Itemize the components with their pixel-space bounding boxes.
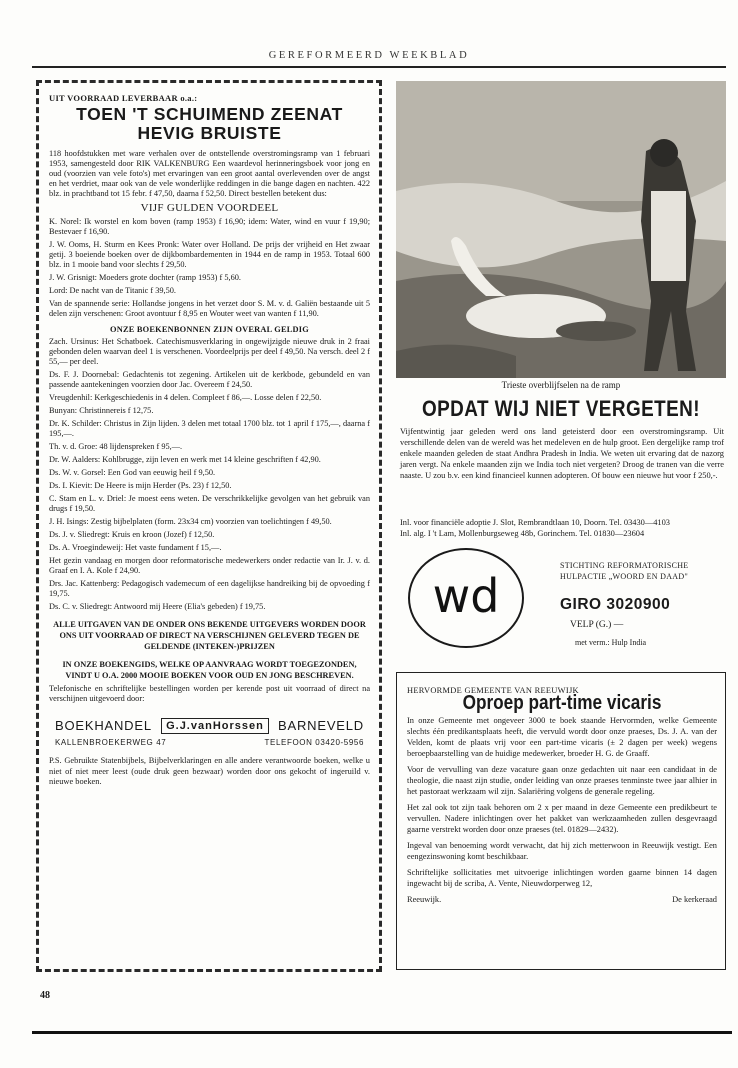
page-number: 48 [40, 990, 50, 1001]
shop-phone: TELEFOON 03420-5956 [264, 738, 364, 747]
stichting-name: STICHTING REFORMATORISCHE HULPACTIE „WOORD EN DAAD" [560, 561, 689, 581]
velp-note: met verm.: Hulp India [575, 638, 647, 647]
book-entry: Van de spannende serie: Hollandse jongens in het verzet door S. M. v. d. Galiën bestaande uit 5 delen zijn verschenen: Groot avontuur f 8,95 en Wouter weet van wanten f 11,90. [49, 299, 370, 318]
giro-number: GIRO 3020900 [560, 596, 671, 613]
voordeel-heading: VIJF GULDEN VOORDEEL [140, 202, 279, 214]
general-contact: Inl. alg. I 't Lam, Mollenburgseweg 48b, Gorinchem. Tel. 01830—23604 [400, 529, 645, 538]
book-entry: Ds. J. v. Sliedregt: Kruis en kroon (Jozef) f 12,50. [49, 530, 215, 539]
woord-en-daad-logo [408, 548, 524, 648]
order-notice: Telefonische en schriftelijke bestellingen worden per kerende post uit voorraad of direct na verschijnen uitgevoerd door: [49, 684, 370, 703]
book-entry: Bunyan: Christinnereis f 12,75. [49, 406, 154, 415]
ad-lead: UIT VOORRAAD LEVERBAAR o.a.: [49, 93, 198, 103]
adoption-contact: Inl. voor financiële adoptie J. Slot, Rembrandtlaan 10, Doorn. Tel. 03430—4103 [400, 518, 670, 527]
shop-town: BARNEVELD [278, 718, 364, 733]
vicaris-paragraph: Voor de vervulling van deze vacature gaan onze gedachten uit naar een candidaat in de theologie, die naast zijn studie, onder leiding van onze praeses tenminste twee jaar alhier in het pastoraat werkzaam wil zijn. Salariëring volgens de generale regeling. [407, 765, 717, 796]
vicaris-organisation: HERVORMDE GEMEENTE VAN REEUWIJK [407, 686, 579, 695]
wd-logo-mark [410, 550, 522, 646]
book-entry: J. W. Ooms, H. Sturm en Kees Pronk: Water over Holland. De prijs der vrijheid en Het zwaar getij. 3 boeiende boeken over de dijkbombardementen in 1944 en de ramp in 1953. Totaal 600 blz. in 1 mooie band voor slechts f 29,50. [49, 240, 370, 269]
vicaris-place: Reeuwijk. [407, 895, 442, 904]
opdat-paragraph: Vijfentwintig jaar geleden werd ons land geteisterd door een overstromingsramp. Uit verschillende delen van de wereld was het medeleven en de hulp groot. Een dergelijke ramp trof enkele maanden geleden de staat Andhra Pradesh in India. We weten uit ervaring dat de nazorg jaren vergt. Na enkele maanden zijn we India toch niet vergeten? Droog de tranen van die verre naaste. U zou b.v. een kind financieel kunnen adopteren. Of bouw een nieuwe hut voor f 250,-. [400, 427, 724, 480]
book-entry: Drs. Jac. Kattenberg: Pedagogisch vademecum of een dagelijkse handreiking bij de opvoeding f 19,75. [49, 579, 370, 598]
shop-logo: G.J.vanHorssen [161, 718, 269, 734]
vicaris-title: Oproep part-time vicaris [462, 692, 662, 714]
book-entry: Het gezin vandaag en morgen door reformatorische medewerkers onder redactie van Ir. J. v. d. Graaf en I. A. Kole f 24,90. [49, 556, 370, 575]
velp-location: VELP (G.) — [570, 620, 624, 630]
book-entry: Ds. A. Vroegindeweij: Het vaste fundament f 15,—. [49, 543, 222, 552]
book-entry: Zach. Ursinus: Het Schatboek. Catechismusverklaring in ongewijzigde nieuwe druk in 2 fraai gebonden delen waarvan deel 1 is verschenen. Voordeelprijs per deel f 49,50. Na versch. deel 2 f 55,— per deel. [49, 337, 370, 366]
shop-address: KALLENBROEKERWEG 47 [55, 738, 167, 747]
bookshop-advertisement [36, 80, 382, 972]
postscript: P.S. Gebruikte Statenbijbels, Bijbelverklaringen en alle andere verantwoorde boeken, welke u niet of niet meer leest (oude druk geen bezwaar) worden door ons gekocht of ingeruild v. nieuwe boeken. [49, 756, 370, 786]
shop-name-left: BOEKHANDEL [55, 718, 152, 733]
uitgaven-notice: ALLE UITGAVEN VAN DE ONDER ONS BEKENDE UITGEVERS WORDEN DOOR ONS UIT VOORRAAD OF DIRECT NA VERSCHIJNEN GELEVERD TEGEN DE GELDENDE (INTEKEN-)PRIJZEN [53, 620, 366, 651]
ad-headline [49, 105, 370, 143]
book-list-a [49, 217, 370, 319]
masthead: GEREFORMEERD WEEKBLAD [268, 50, 470, 61]
bottom-rule [32, 1031, 732, 1034]
header-rule [32, 66, 726, 68]
photo-caption: Trieste overblijfselen na de ramp [501, 380, 621, 390]
boekengids-notice: IN ONZE BOEKENGIDS, WELKE OP AANVRAAG WORDT TOEGEZONDEN, VINDT U O.A. 2000 MOOIE BOEKEN VOOR OUD EN JONG BESCHREVEN. [62, 660, 357, 680]
flood-photo-image [396, 81, 726, 378]
book-entry: Ds. C. v. Sliedregt: Antwoord mij Heere (Elia's gebeden) f 19,75. [49, 602, 266, 611]
opdat-contacts [400, 517, 724, 539]
vicaris-closing: Schriftelijke sollicitaties met uitvoerige inlichtingen worden gaarne binnen 14 dagen ingewacht bij de scriba, A. Vente, Nieuwdorperweg 12, [407, 868, 717, 888]
headline-line-1: TOEN 'T SCHUIMEND ZEENAT [76, 104, 343, 124]
book-entry: Ds. F. J. Doornebal: Gedachtenis tot zegening. Artikelen uit de kerkbode, gebundeld en van passende aantekeningen voorzien door Jac. Overeem f 24,50. [49, 370, 370, 389]
book-entry: Ds. I. Kievit: De Heere is mijn Herder (Ps. 23) f 12,50. [49, 481, 232, 490]
headline-line-2: HEVIG BRUISTE [137, 123, 282, 143]
book-entry: K. Norel: Ik worstel en kom boven (ramp 1953) f 16,90; idem: Water, wind en vuur f 19,90; Bestevaer f 16,90. [49, 217, 370, 236]
flood-photo [396, 81, 726, 378]
shop-banner [49, 718, 370, 734]
book-entry: Vreugdenhil: Kerkgeschiedenis in 4 delen. Compleet f 86,—. Losse delen f 22,50. [49, 393, 322, 402]
opdat-body [400, 426, 724, 487]
vicaris-paragraph: Het zal ook tot zijn taak behoren om 2 x per maand in deze Gemeente een predikbeurt te vervullen. Nadere inlichtingen over het pakket van werkzaamheden zullen desgevraagd gaarne verstrekt worden door onze praeses (tel. 01829—2432). [407, 803, 717, 834]
book-entry: Dr. W. Aalders: Kohlbrugge, zijn leven en werk met 14 kleine geschriften f 42,90. [49, 455, 321, 464]
vicaris-signoff [407, 894, 717, 905]
book-entry: J. H. Isings: Zestig bijbelplaten (form. 23x34 cm) voorzien van toelichtingen f 49,50. [49, 517, 332, 526]
shop-contact [55, 738, 364, 748]
book-entry: C. Stam en L. v. Driel: Je moest eens weten. De verschrikkelijke gevolgen van het gebruik van drugs f 19,50. [49, 494, 370, 513]
vicaris-signature: De kerkeraad [672, 895, 717, 904]
book-entry: Th. v. d. Groe: 48 lijdenspreken f 95,—. [49, 442, 183, 451]
bonnen-heading: ONZE BOEKENBONNEN ZIJN OVERAL GELDIG [110, 325, 309, 334]
book-list-b [49, 337, 370, 612]
wd-logo-text: wd [432, 569, 500, 623]
book-entry: Ds. W. v. Gorsel: Een God van eeuwig heil f 9,50. [49, 468, 216, 477]
book-entry: Dr. K. Schilder: Christus in Zijn lijden. 3 delen met totaal 1700 blz. tot 1 april f 175,—, daarna f 195,—. [49, 419, 370, 438]
book-entry: Lord: De nacht van de Titanic f 39,50. [49, 286, 176, 295]
ad-intro: 118 hoofdstukken met ware verhalen over de ontstellende overstromingsramp van 1 februari 1953, samengesteld door RIK VALKENBURG Een waardevol herinneringsboek voor jong en oud (voorzien van vele foto's) met ervaringen van een groot aantal overlevenden over de angst en het verdriet, maar ook van de vele wonderlijke reddingen in die bange dagen en nachten. 422 blz. in prachtband tot 15 febr. f 47,50, daarna f 52,50. Direct bestellen betekent dus: [49, 149, 370, 198]
opdat-title: OPDAT WIJ NIET VERGETEN! [421, 396, 701, 421]
vicaris-advertisement [396, 672, 726, 970]
vicaris-paragraph: Ingeval van benoeming wordt verwacht, dat hij zich metterwoon in Reeuwijk vestigt. Een eengezinswoning komt beschikbaar. [407, 841, 717, 861]
vicaris-paragraph [407, 867, 717, 889]
vicaris-paragraph: In onze Gemeente met ongeveer 3000 te boek staande Hervormden, welke Gemeente slechts één predikantsplaats heeft, die vervuld wordt door onze praeses, Ds. J. A. van der Velden, komt de plaats vrij voor een part-time vicaris (± 2 dagen per week) wegens beroepbaarstelling van de huidige medewerker, broeder H. G. de Graaff. [407, 716, 717, 758]
book-entry: J. W. Grisnigt: Moeders grote dochter (ramp 1953) f 5,60. [49, 273, 241, 282]
